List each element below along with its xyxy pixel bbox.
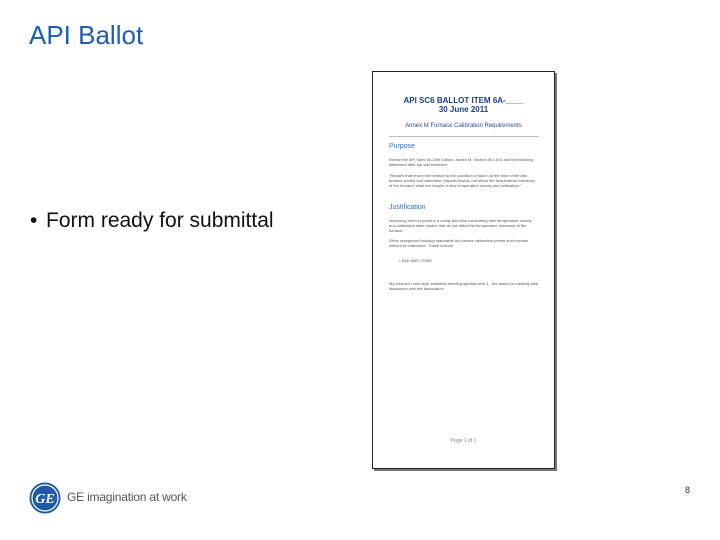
doc-purpose-text-2: "Repairs that return the furnace to the condition it was in at the time of the last furnace survey and calibration (repairs that do not affect the temperature tolerance of the furnace) shall not require a new temperature survey and calibration." <box>389 173 535 188</box>
bullet-item <box>30 209 274 233</box>
doc-date: 30 June 2011 <box>438 105 489 114</box>
doc-standard-item: • SAE AMS 2750D <box>399 258 432 263</box>
ge-logo-icon <box>29 482 61 514</box>
slide-title: API Ballot <box>29 20 144 50</box>
doc-justification-heading: Justification <box>389 204 426 211</box>
brand-name: GE imagination at work <box>67 490 187 504</box>
logo-text: GE <box>35 492 55 507</box>
ballot-document-image <box>372 71 555 469</box>
doc-purpose-heading: Purpose <box>389 143 416 150</box>
doc-justification-text-1: Improving need to perform a costly and time consuming new temperature survey and calibration after repairs that do not affect the temperature tolerance of the furnace. <box>389 218 532 233</box>
bullet-icon: • <box>30 209 38 232</box>
doc-footnote: My friends in new style submittal meeting agenda item 1 - the author in meeting web discussion with the association <box>389 281 538 291</box>
ge-logo <box>29 482 61 514</box>
doc-footer: Page 1 of 1 <box>450 438 477 444</box>
doc-title: API SC6 BALLOT ITEM 6A-____ <box>403 96 524 105</box>
page-number: 8 <box>685 485 691 495</box>
bullet-list <box>30 209 274 233</box>
bullet-text: Form ready for submittal <box>46 209 274 232</box>
doc-subtitle: Annex M Furnace Calibration Requirements <box>405 123 522 129</box>
doc-justification-text-2: Other recognized industry standards for furnace calibration permit such repairs without re-calibration. These include: <box>389 238 529 248</box>
divider <box>389 136 539 137</box>
doc-purpose-text-1: Revise the API Spec 6A 20th Edition, Annex M, Section M.3.5 to add the following statement after the last sentence: <box>389 157 534 167</box>
